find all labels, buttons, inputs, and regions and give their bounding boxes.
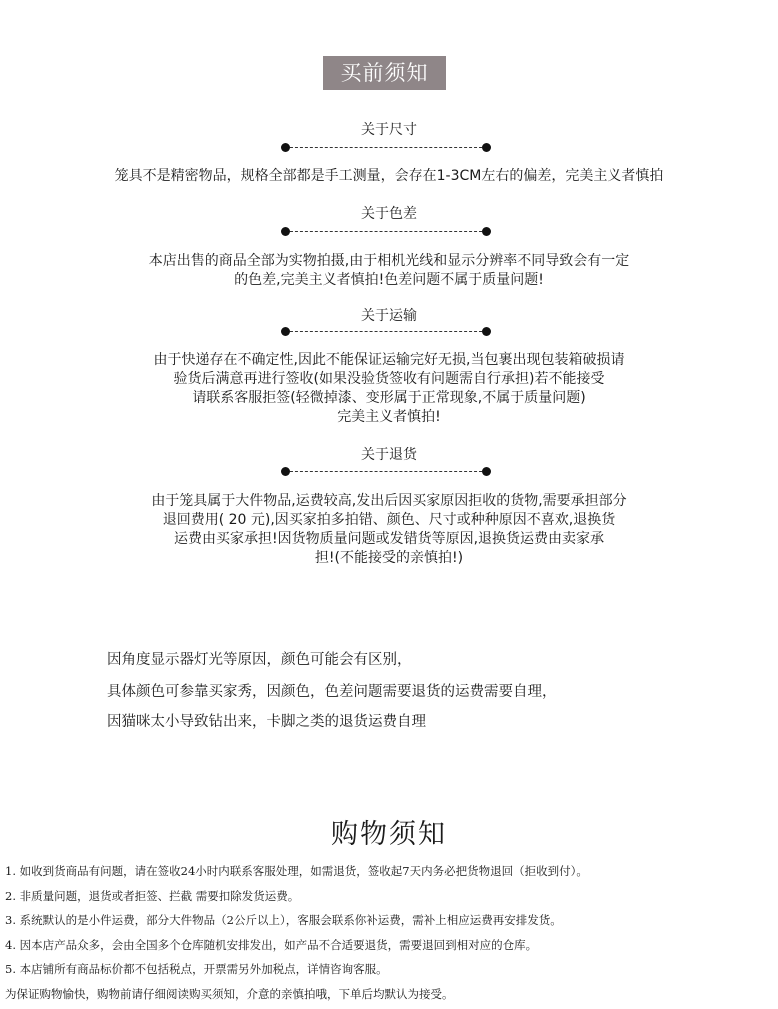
- section-title-color: 关于色差: [361, 206, 417, 222]
- rule-item: 4. 因本店产品众多，会由全国多个仓库随机安排发出，如产品不合适要退货，需要退回到相对应的仓库。: [5, 937, 538, 952]
- rule-item: 2. 非质量问题，退货或者拒签、拦截 需要扣除发货运费。: [5, 888, 300, 903]
- bullet-dot-icon: [281, 143, 290, 152]
- shopping-rules-list: [5, 859, 775, 1006]
- bullet-dot-icon: [482, 227, 491, 236]
- rule-item: 1. 如收到货商品有问题，请在签收24小时内联系客服处理，如需退货，签收起7天内务必把货物退回（拒收到付）。: [5, 864, 588, 878]
- section-text-color: 本店出售的商品全部为实物拍摄,由于相机光线和显示分辨率不同导致会有一定 的色差,完美主义者慎拍!色差问题不属于质量问题!: [148, 253, 630, 288]
- section-text-size: 笼具不是精密物品，规格全部都是手工测量，会存在1-3CM左右的偏差，完美主义者慎拍: [114, 168, 664, 184]
- bullet-dot-icon: [281, 327, 290, 336]
- rule-footer: 为保证购物愉快，购物前请仔细阅读购买须知，介意的亲慎拍哦，下单后均默认为接受。: [5, 986, 454, 1001]
- note-line: 因角度显示器灯光等原因，颜色可能会有区别，: [107, 652, 412, 668]
- section-divider: [281, 326, 491, 336]
- notice-badge: 买前须知: [323, 56, 446, 90]
- bullet-dot-icon: [281, 227, 290, 236]
- section-divider: [281, 466, 491, 476]
- section-text-returns: 由于笼具属于大件物品,运费较高,发出后因买家原因拒收的货物,需要承担部分 退回费用( 20 元),因买家拍多拍错、颜色、尺寸或种种原因不喜欢,退换货 运费由买家承担!因货物质量问题或发错货等原因,退换货运费由卖家承 担!(不能接受的亲慎拍!): [151, 493, 627, 566]
- bullet-dot-icon: [281, 467, 290, 476]
- section-divider: [281, 142, 491, 152]
- rule-item: 5. 本店铺所有商品标价都不包括税点，开票需另外加税点，详情咨询客服。: [5, 962, 388, 976]
- rule-item: 3. 系统默认的是小件运费，部分大件物品（2公斤以上），客服会联系你补运费，需补上相应运费再安排发货。: [5, 913, 562, 927]
- bullet-dot-icon: [482, 327, 491, 336]
- bullet-dot-icon: [482, 467, 491, 476]
- section-title-shipping: 关于运输: [361, 308, 417, 324]
- bullet-dot-icon: [482, 143, 491, 152]
- shopping-notice-title: 购物须知: [331, 819, 447, 850]
- section-title-returns: 关于退货: [361, 447, 417, 463]
- note-line: 具体颜色可参靠买家秀，因颜色，色差问题需要退货的运费需要自理，: [107, 684, 557, 700]
- section-text-shipping: 由于快递存在不确定性,因此不能保证运输完好无损,当包裹出现包装箱破损请 验货后满意再进行签收(如果没验货签收有问题需自行承担)若不能接受 请联系客服拒签(轻微掉漆、变形属于正常现象,不属于质量问题) 完美主义者慎拍!: [153, 352, 625, 425]
- section-title-size: 关于尺寸: [361, 122, 417, 138]
- note-line: 因猫咪太小导致钻出来，卡脚之类的退货运费自理: [107, 714, 426, 730]
- section-divider: [281, 226, 491, 236]
